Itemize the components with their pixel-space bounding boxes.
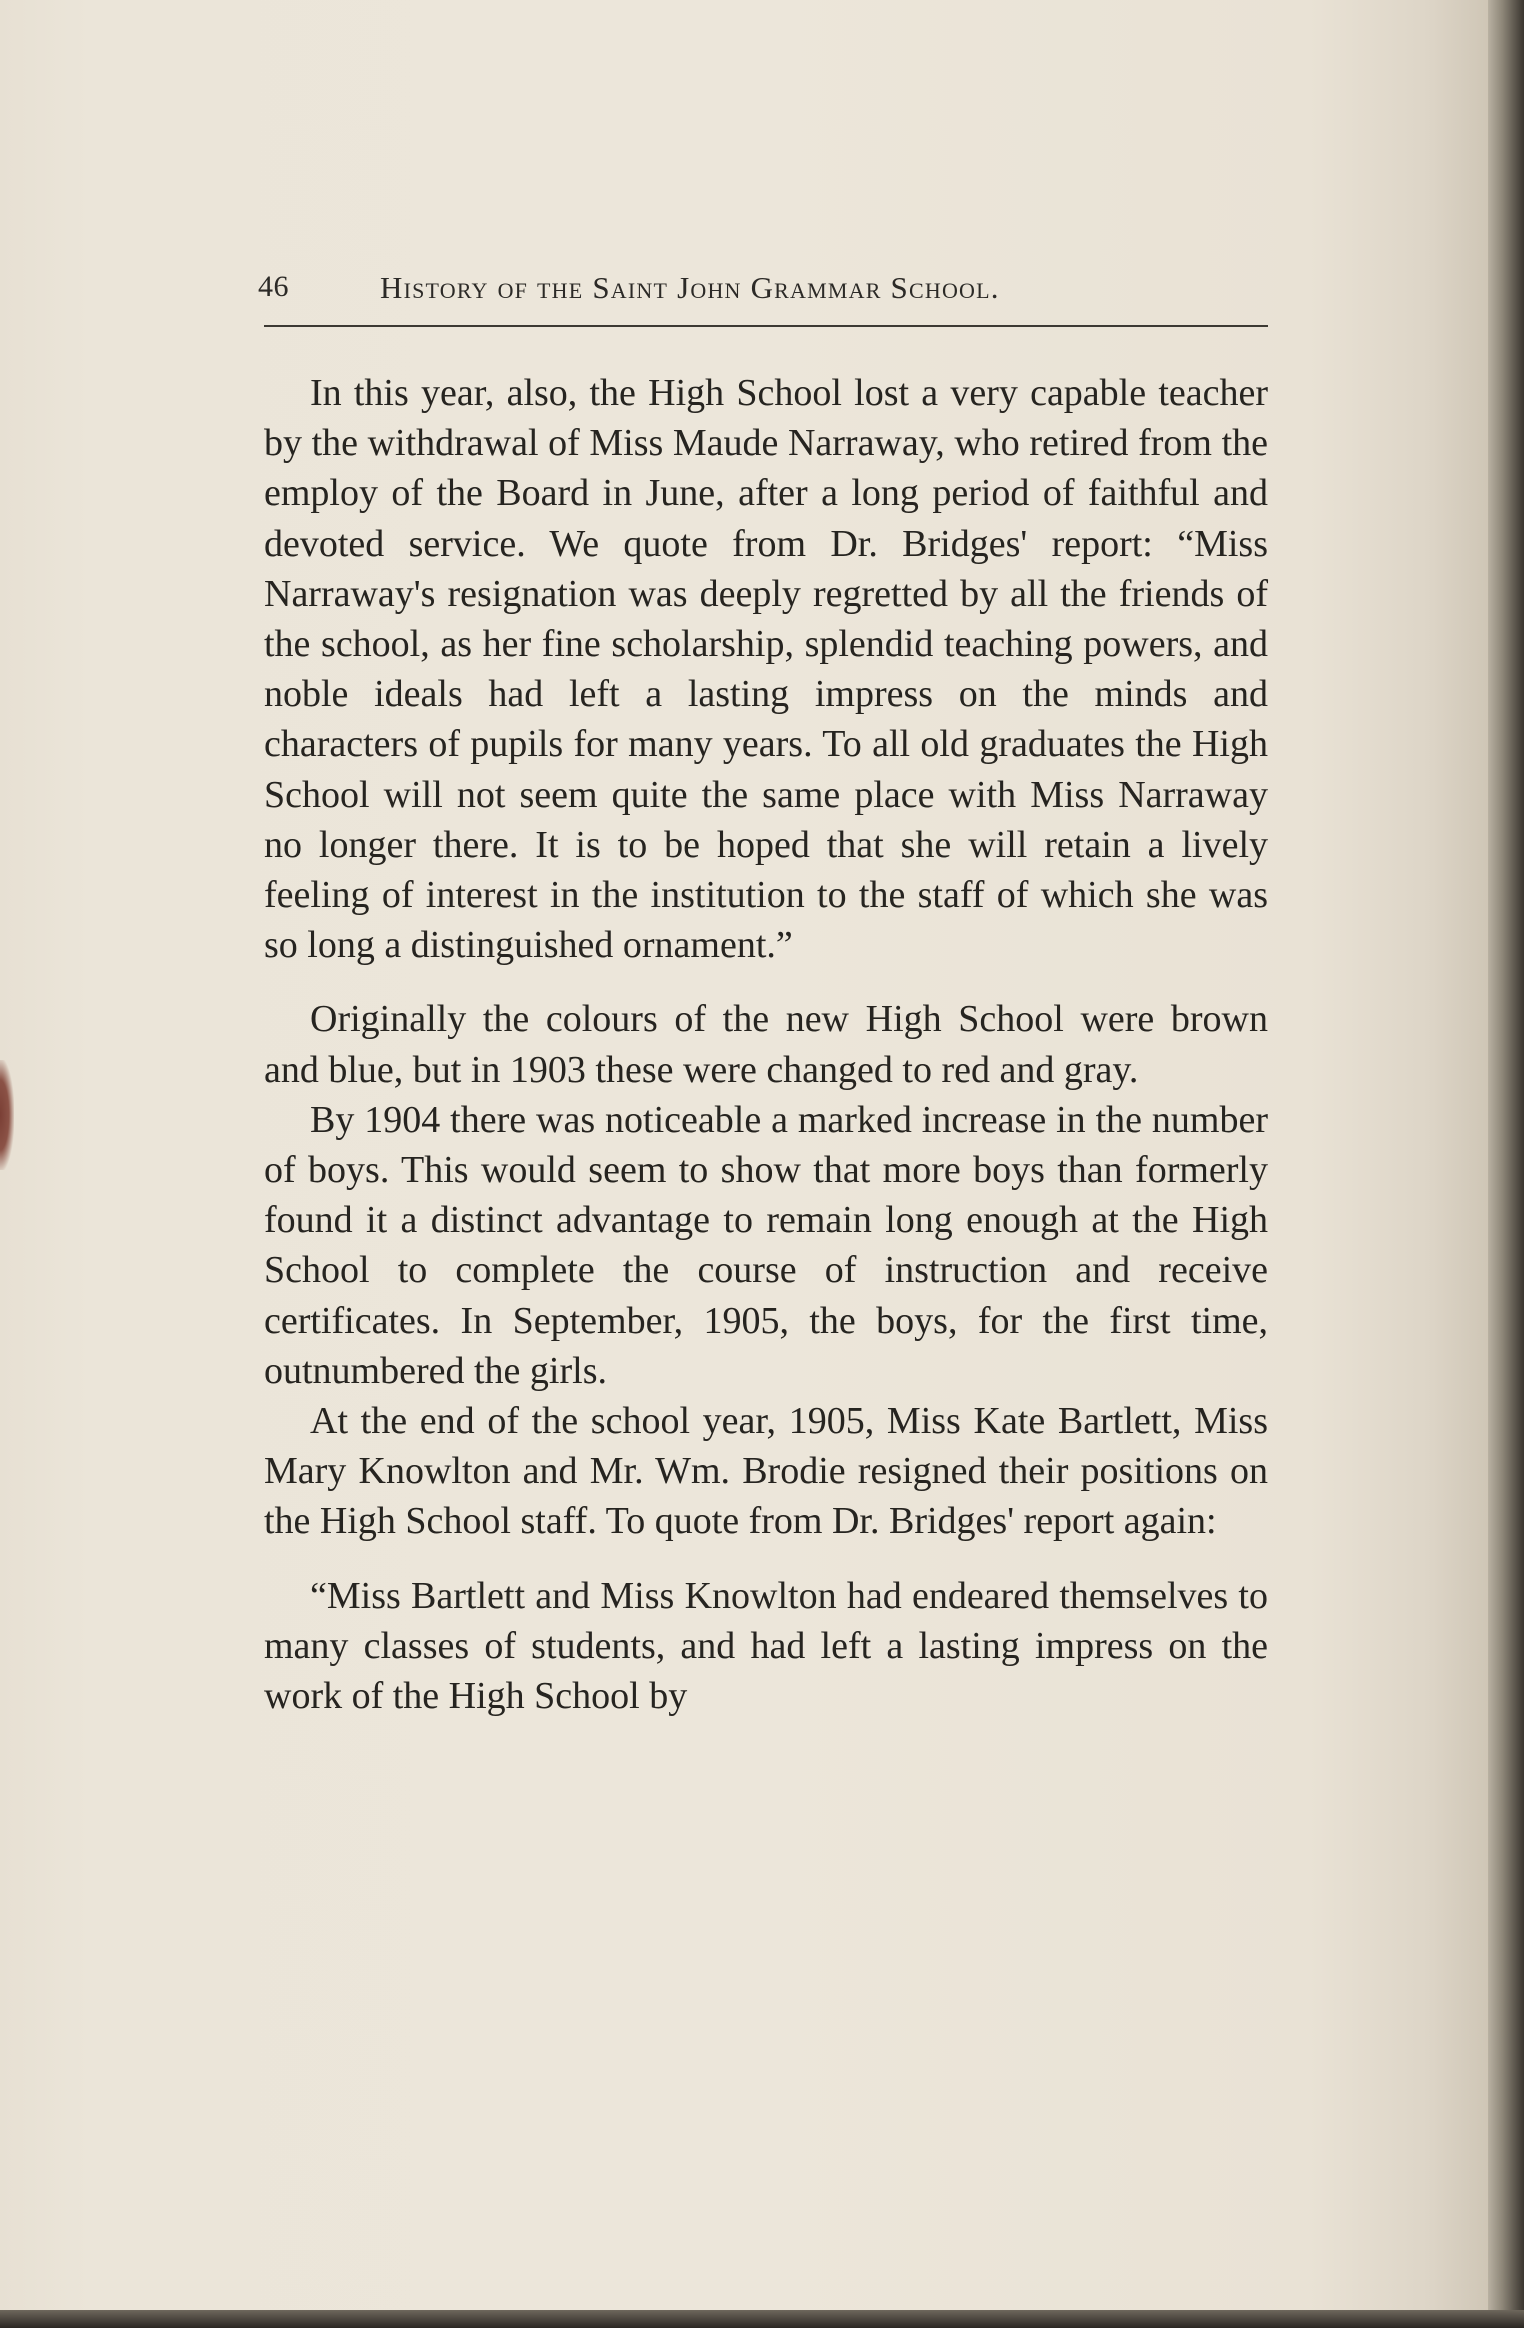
paragraph: By 1904 there was noticeable a marked increase in the number of boys. This would seem to show that more boys than formerly found it a distinct advantage to remain long enough at the High School to complete the course of instruction and receive certificates. In September, 1905, the boys, for the first time, outnumbered the girls.: [264, 1098, 1268, 1392]
header-rule: [264, 325, 1268, 327]
running-header: [258, 262, 1268, 312]
body-text: [264, 368, 1268, 1721]
paragraph: “Miss Bartlett and Miss Knowlton had endeared themselves to many classes of students, and had left a lasting impress on the work of the High School by: [264, 1574, 1268, 1718]
page-number: 46: [258, 270, 289, 303]
page-edge-stain: [0, 1060, 14, 1170]
page-edge-shadow: [1488, 0, 1524, 2328]
paragraph: Originally the colours of the new High School were brown and blue, but in 1903 these were changed to red and gray.: [264, 998, 1268, 1091]
page-bottom-shadow: [0, 2310, 1524, 2328]
running-title: History of the Saint John Grammar School.: [380, 270, 1000, 305]
paragraph: At the end of the school year, 1905, Miss Kate Bartlett, Miss Mary Knowlton and Mr. Wm. Brodie resigned their positions on the High School staff. To quote from Dr. Bridges' report again:: [264, 1400, 1268, 1543]
paragraph: In this year, also, the High School lost a very capable teacher by the withdrawal of Miss Maude Narraway, who retired from the employ of the Board in June, after a long period of faithful and devoted service. We quote from Dr. Bridges' report: “Miss Narraway's resignation was deeply regretted by all the friends of the school, as her fine scholarship, splendid teaching powers, and noble ideals had left a lasting impress on the minds and characters of pupils for many years. To all old graduates the High School will not seem quite the same place with Miss Narraway no longer there. It is to be hoped that she will retain a lively feeling of interest in the institution to the staff of which she was so long a distinguished ornament.”: [264, 372, 1268, 967]
